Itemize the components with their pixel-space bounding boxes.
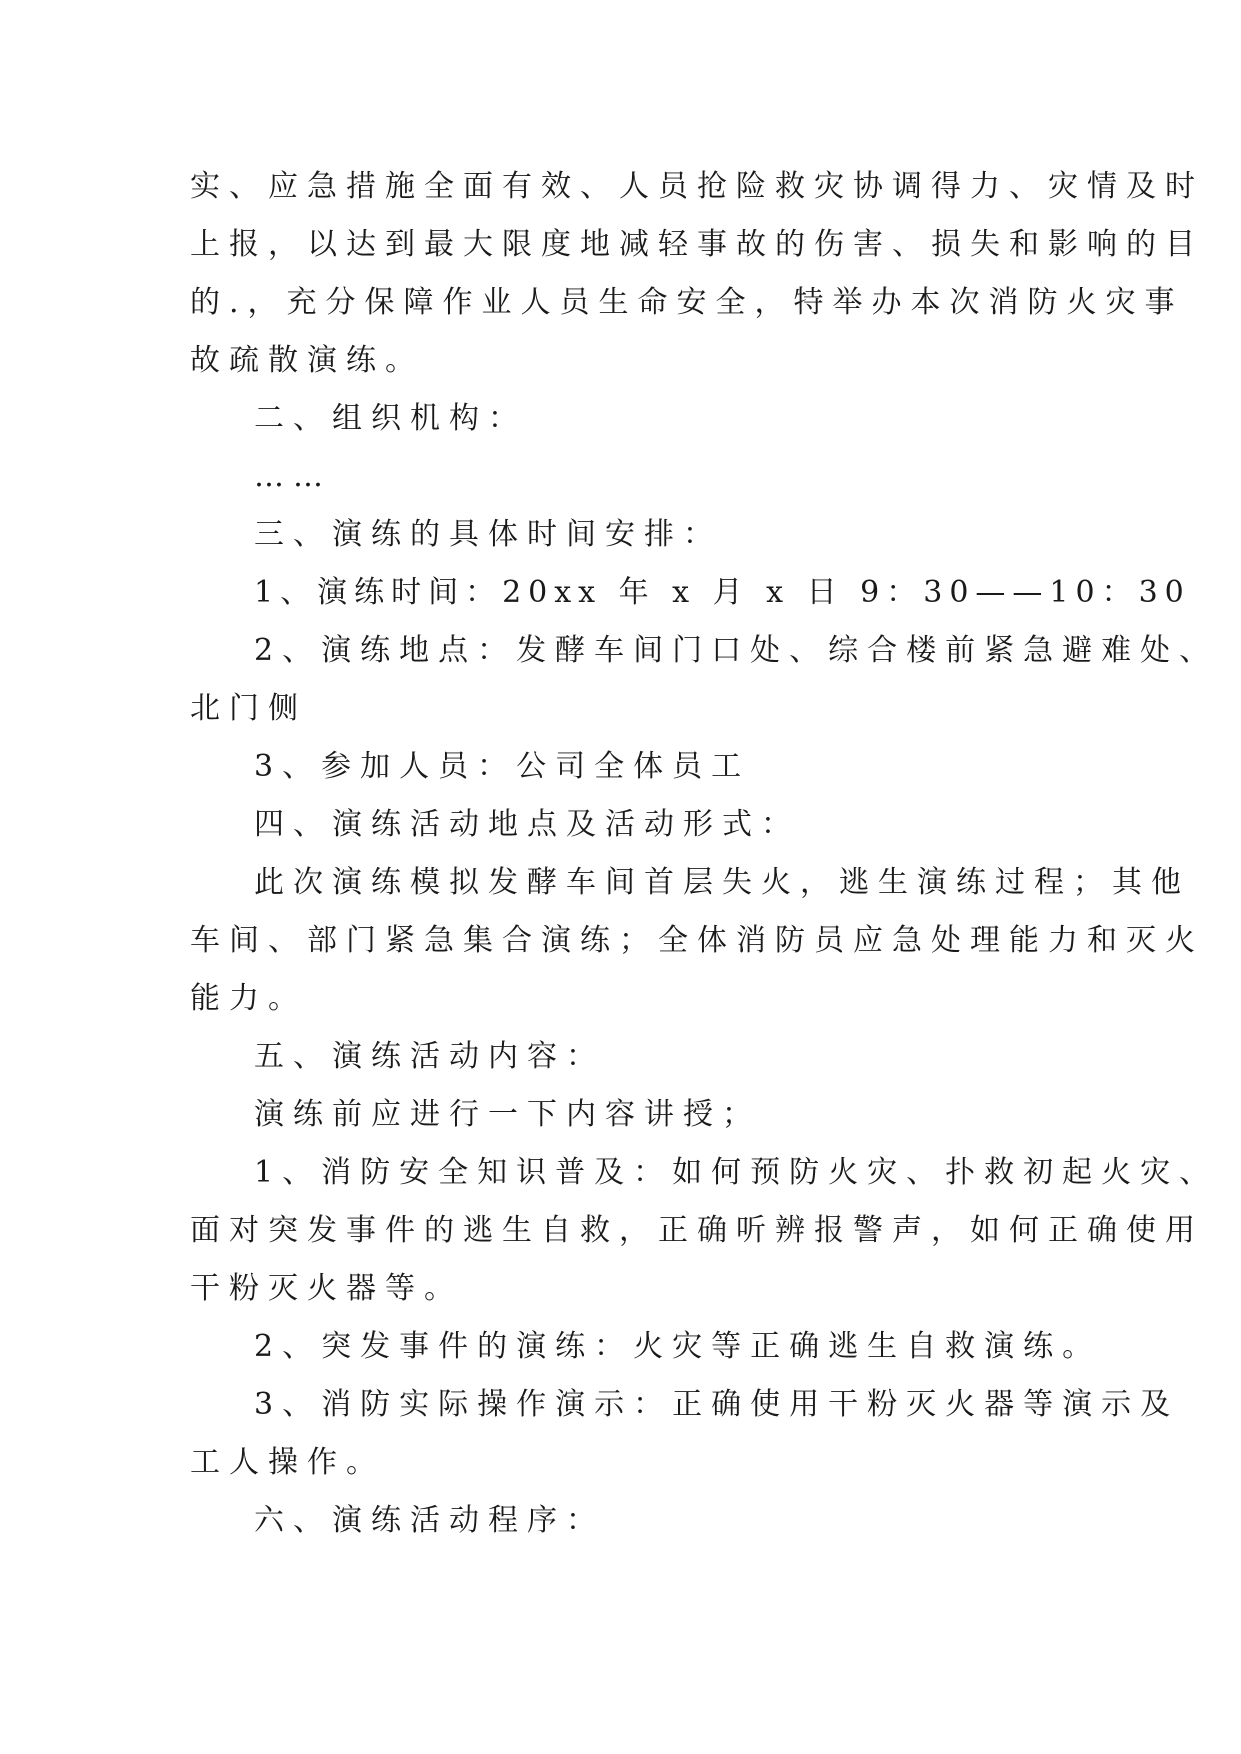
paragraph-line: 演练前应进行一下内容讲授； — [254, 1097, 761, 1132]
section-heading-schedule: 三、演练的具体时间安排： — [254, 517, 722, 552]
section-heading-form: 四、演练活动地点及活动形式： — [254, 807, 800, 842]
paragraph-line: 面对突发事件的逃生自救，正确听辨报警声，如何正确使用 — [190, 1213, 1204, 1248]
paragraph-line: 此次演练模拟发酵车间首层失火，逃生演练过程；其他 — [254, 865, 1190, 900]
paragraph-line: 能力。 — [190, 981, 307, 1016]
paragraph-line: 工人操作。 — [190, 1445, 385, 1480]
list-item-emergency-drill: 2、突发事件的演练：火灾等正确逃生自救演练。 — [254, 1329, 1102, 1364]
paragraph-line: 上报，以达到最大限度地减轻事故的伤害、损失和影响的目 — [190, 227, 1204, 262]
list-item-participants: 3、参加人员：公司全体员工 — [254, 749, 751, 784]
list-item-time: 1、演练时间：20xx 年 x 月 x 日 9：30——10：30 — [254, 575, 1191, 610]
list-item-demonstration: 3、消防实际操作演示：正确使用干粉灭火器等演示及 — [254, 1387, 1180, 1422]
ellipsis-line: …… — [254, 459, 332, 494]
section-heading-procedure: 六、演练活动程序： — [254, 1503, 605, 1538]
paragraph-line: 实、应急措施全面有效、人员抢险救灾协调得力、灾情及时 — [190, 169, 1204, 204]
paragraph-line: 车间、部门紧急集合演练；全体消防员应急处理能力和灭火 — [190, 923, 1204, 958]
list-item-knowledge: 1、消防安全知识普及：如何预防火灾、扑救初起火灾、 — [254, 1155, 1219, 1190]
list-item-location: 2、演练地点：发酵车间门口处、综合楼前紧急避难处、 — [254, 633, 1219, 668]
paragraph-line: 的.，充分保障作业人员生命安全，特举办本次消防火灾事 — [190, 285, 1184, 320]
paragraph-line: 干粉灭火器等。 — [190, 1271, 463, 1306]
paragraph-line: 北门侧 — [190, 691, 307, 726]
section-heading-organization: 二、组织机构： — [254, 401, 527, 436]
section-heading-content: 五、演练活动内容： — [254, 1039, 605, 1074]
paragraph-line: 故疏散演练。 — [190, 343, 424, 378]
document-body — [190, 158, 1219, 1550]
